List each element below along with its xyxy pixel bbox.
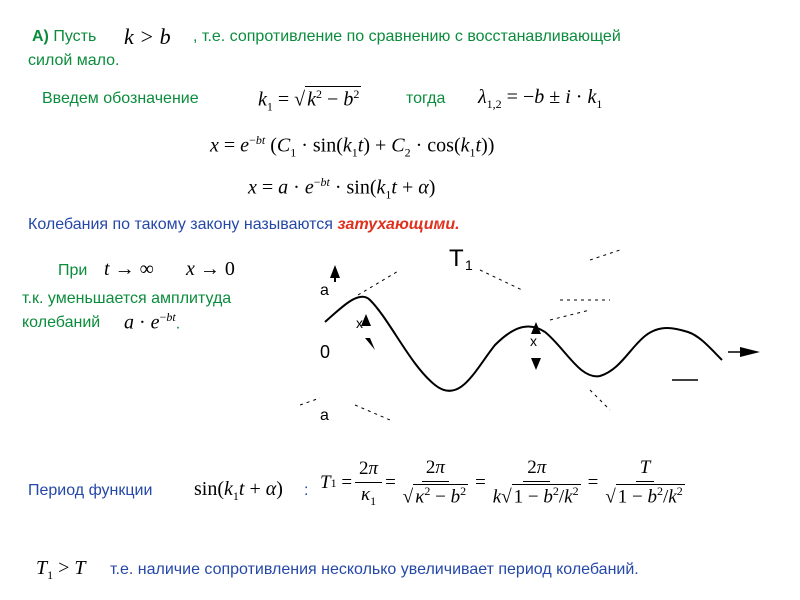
amplitude-line2: колебаний xyxy=(22,314,101,331)
section-label: А) xyxy=(32,28,49,45)
arrow-down-icon xyxy=(365,338,375,350)
period-label: Период функции xyxy=(28,482,153,499)
envelope-lines xyxy=(300,250,620,420)
condition-k-gt-b: k > b xyxy=(124,24,171,49)
notation-label: Введем обозначение xyxy=(42,90,199,107)
arrow-up-icon xyxy=(330,265,340,278)
graph-label-a-bottom: a xyxy=(320,407,329,424)
limit-label: При xyxy=(58,262,88,279)
solution-amplitude-phase: $x = a \cdot e^{-bt} \cdot \sin(k_1t + \alpha)$ xyxy=(248,175,436,202)
damped-oscillation-graph xyxy=(300,230,800,440)
amplitude-formula: $a \cdot e^{-bt}$. xyxy=(124,310,181,334)
t-to-infinity: t → ∞ xyxy=(104,258,154,280)
arrow-down-icon xyxy=(531,358,541,370)
graph-label-zero: 0 xyxy=(320,342,331,362)
graph-label-x2: x xyxy=(530,333,537,349)
t1-gt-t: $T_1 > T$ xyxy=(36,557,86,582)
solution-general: $x = e^{-bt}$ $(C_1 \cdot \sin(k_1t) + C_2 \cdot \cos(k_1t))$ xyxy=(210,133,495,160)
intro-word: Пусть xyxy=(53,28,97,45)
intro-line2: силой мало. xyxy=(28,52,120,69)
intro-text xyxy=(32,28,96,46)
period-formula: T 1 = $\frac{2\pi}{\kappa_1}$ = $\frac{2\pi}{√ \kappa^2 - b^2}$ = $\frac{2\pi}{k√ 1 - b^2/k^2}$ = $\frac{T}{√ 1 - b^2/k^2}$ xyxy=(320,457,683,508)
svg-text:1: 1 xyxy=(465,257,473,273)
period-function: $\sin(k_1t + \alpha)$ xyxy=(194,478,283,503)
axis-arrow-icon xyxy=(740,347,760,357)
damped-term: затухающими. xyxy=(337,216,460,233)
conclusion-text: т.е. наличие сопротивления несколько увеличивает период колебаний. xyxy=(110,561,639,578)
then-word: тогда xyxy=(406,90,446,107)
graph-label-a-top: a xyxy=(320,282,329,299)
amplitude-line1: т.к. уменьшается амплитуда xyxy=(22,290,232,307)
intro-continuation: , т.е. сопротивление по сравнению с восстанавливающей xyxy=(193,28,621,45)
x-to-zero: x → 0 xyxy=(186,258,235,280)
t1-marker xyxy=(449,245,473,273)
lambda-formula: $\lambda_{1,2} = -b \pm i \cdot k_1$ xyxy=(478,86,603,111)
damped-sentence: Колебания по такому закону называются затухающими. xyxy=(28,216,460,233)
damped-curve xyxy=(325,297,722,391)
graph-label-x: x xyxy=(356,315,363,331)
t1-label: T xyxy=(449,245,464,272)
k1-definition: $k_1$ = √ $k^2 - b^2$ xyxy=(258,87,360,114)
period-colon: : xyxy=(304,482,309,499)
